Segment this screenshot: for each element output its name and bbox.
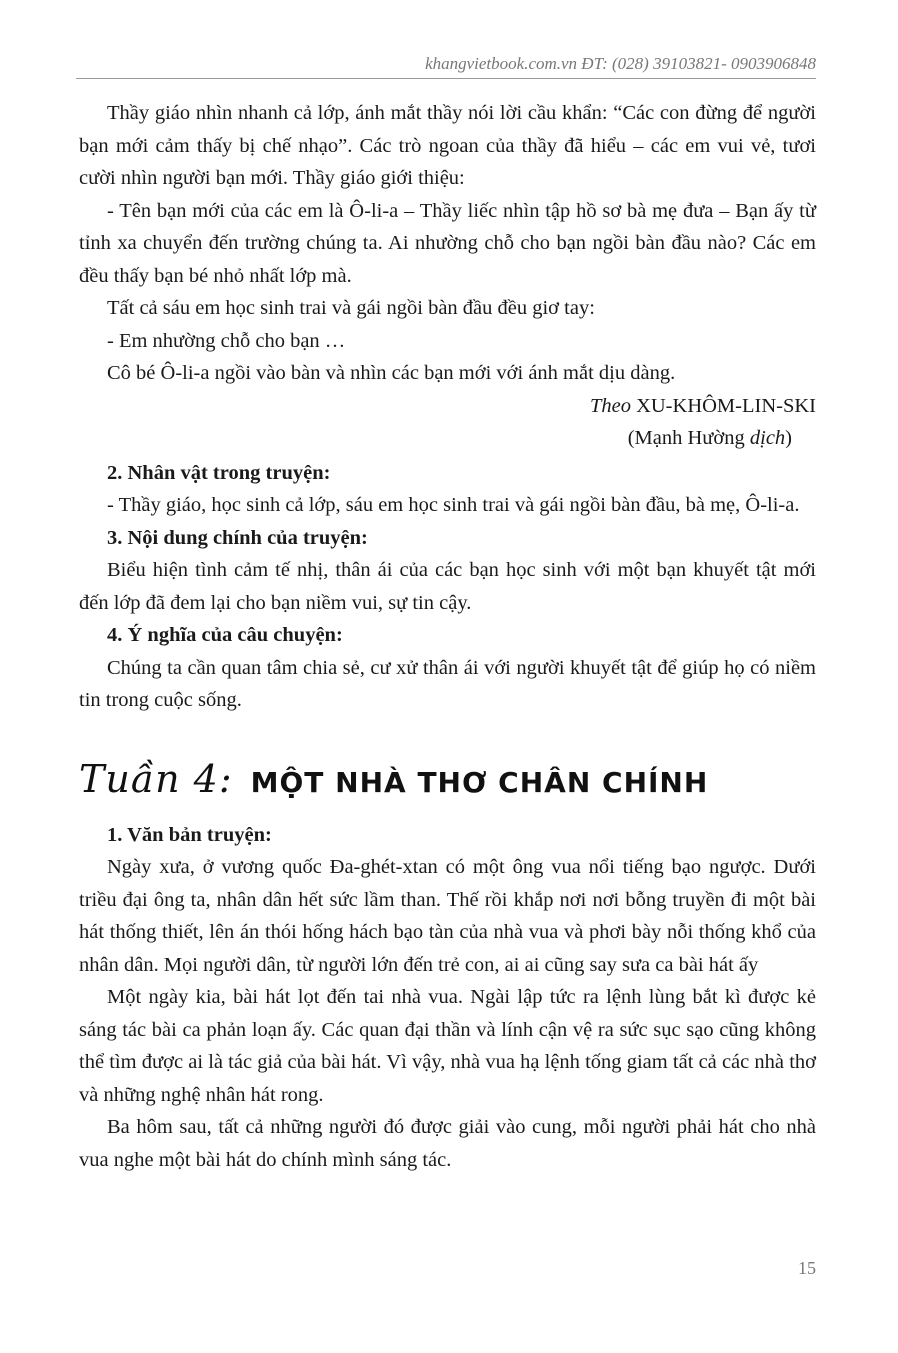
section-heading: 4. Ý nghĩa của câu chuyện: (107, 624, 343, 646)
story-paragraph: Thầy giáo nhìn nhanh cả lớp, ánh mắt thầy nói lời cầu khẩn: “Các con đừng để người bạn mới cảm thấy bị chế nhạo”. Các trò ngoan của thầy đã hiểu – các em vui vẻ, tươi cười nhìn người bạn mới. Thầy giáo giới thiệu: (79, 102, 816, 189)
section-heading: 1. Văn bản truyện: (107, 823, 272, 846)
week-label: Tuần 4: (79, 756, 233, 801)
page-body (79, 97, 816, 1176)
source-attribution (79, 390, 816, 423)
section-text: - Thầy giáo, học sinh cả lớp, sáu em học sinh trai và gái ngồi bàn đầu, bà mẹ, Ô-li-a. (107, 494, 800, 516)
story-paragraph: Ba hôm sau, tất cả những người đó được giải vào cung, mỗi người phải hát cho nhà vua nghe một bài hát do chính mình sáng tác. (79, 1116, 816, 1171)
translator-close: ) (785, 427, 792, 449)
week-title: MỘT NHÀ THƠ CHÂN CHÍNH (250, 765, 709, 799)
story-paragraph: Tất cả sáu em học sinh trai và gái ngồi bàn đầu đều giơ tay: (107, 297, 595, 319)
story-paragraph: - Tên bạn mới của các em là Ô-li-a – Thầy liếc nhìn tập hồ sơ bà mẹ đưa – Bạn ấy từ tỉnh xa chuyển đến trường chúng ta. Ai nhường chỗ cho bạn ngồi bàn đầu nào? Các em đều thấy bạn bé nhỏ nhất lớp mà. (79, 199, 816, 287)
story-paragraph: - Em nhường chỗ cho bạn … (107, 329, 346, 352)
translator-role: dịch (749, 427, 786, 449)
section-text: Chúng ta cần quan tâm chia sẻ, cư xử thân ái với người khuyết tật để giúp họ có niềm tin trong cuộc sống. (79, 656, 816, 711)
story-paragraph: Một ngày kia, bài hát lọt đến tai nhà vua. Ngài lập tức ra lệnh lùng bắt kì được kẻ sáng tác bài ca phản loạn ấy. Các quan đại thần và lính cận vệ ra sức sục sạo cũng không thể tìm được ai là tác giả của bài hát. Vì vậy, nhà vua hạ lệnh tống giam tất cả các nhà thơ và những nghệ nhân hát rong. (79, 986, 816, 1106)
publisher-contact: khangvietbook.com.vn ĐT: (028) 39103821- 0903906848 (425, 54, 816, 73)
section-heading: 3. Nội dung chính của truyện: (107, 526, 368, 549)
translator-name: (Mạnh Hường (627, 427, 750, 449)
week-heading (79, 756, 816, 809)
page-header (76, 54, 816, 79)
section-text: Biểu hiện tình cảm tế nhị, thân ái của các bạn học sinh với một bạn khuyết tật mới đến lớp đã đem lại cho bạn niềm vui, sự tin cậy. (79, 559, 816, 614)
page-number: 15 (798, 1258, 816, 1278)
source-author: XU-KHÔM-LIN-SKI (636, 394, 816, 417)
section-heading: 2. Nhân vật trong truyện: (107, 461, 331, 484)
story-paragraph: Cô bé Ô-li-a ngồi vào bàn và nhìn các bạn mới với ánh mắt dịu dàng. (107, 362, 676, 384)
translator-attribution (79, 422, 816, 455)
story-paragraph: Ngày xưa, ở vương quốc Đa-ghét-xtan có một ông vua nổi tiếng bạo ngược. Dưới triều đại ông ta, nhân dân hết sức lầm than. Thế rồi khắp nơi nơi bỗng truyền đi một bài hát thống thiết, lên án thói hống hách bạo tàn của nhà vua và phơi bày nỗi thống khổ của nhân dân. Mọi người dân, từ người lớn đến trẻ con, ai ai cũng say sưa ca bài hát ấy (79, 856, 816, 976)
source-prefix: Theo (589, 394, 631, 417)
